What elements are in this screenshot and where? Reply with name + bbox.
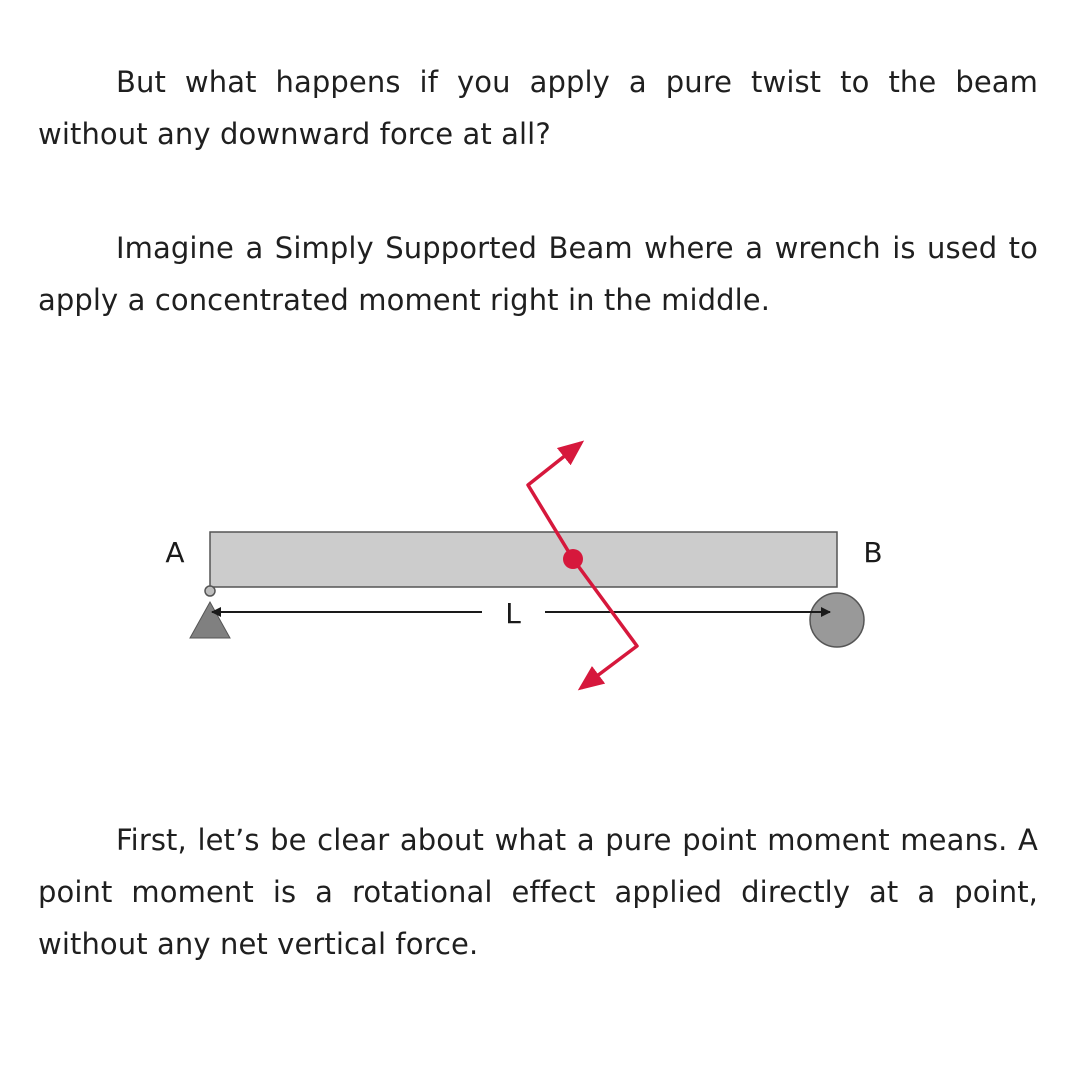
- beam: [210, 532, 837, 587]
- pin-support-a: [190, 602, 230, 638]
- label-support-a: A: [165, 536, 185, 569]
- pin-hinge: [205, 586, 215, 596]
- label-length: L: [505, 597, 521, 630]
- moment-application-point: [563, 549, 583, 569]
- paragraph-scenario: Imagine a Simply Supported Beam where a wrench is used to apply a concentrated moment right in the middle.: [38, 231, 1038, 317]
- paragraph-intro: But what happens if you apply a pure twist to the beam without any downward force at all?: [38, 65, 1038, 151]
- beam-diagram: [0, 430, 1077, 700]
- roller-support-b: [810, 593, 864, 647]
- label-support-b: B: [863, 536, 883, 569]
- paragraph-definition: First, let’s be clear about what a pure point moment means. A point moment is a rotational effect applied directly at a point, without any net vertical force.: [38, 823, 1038, 961]
